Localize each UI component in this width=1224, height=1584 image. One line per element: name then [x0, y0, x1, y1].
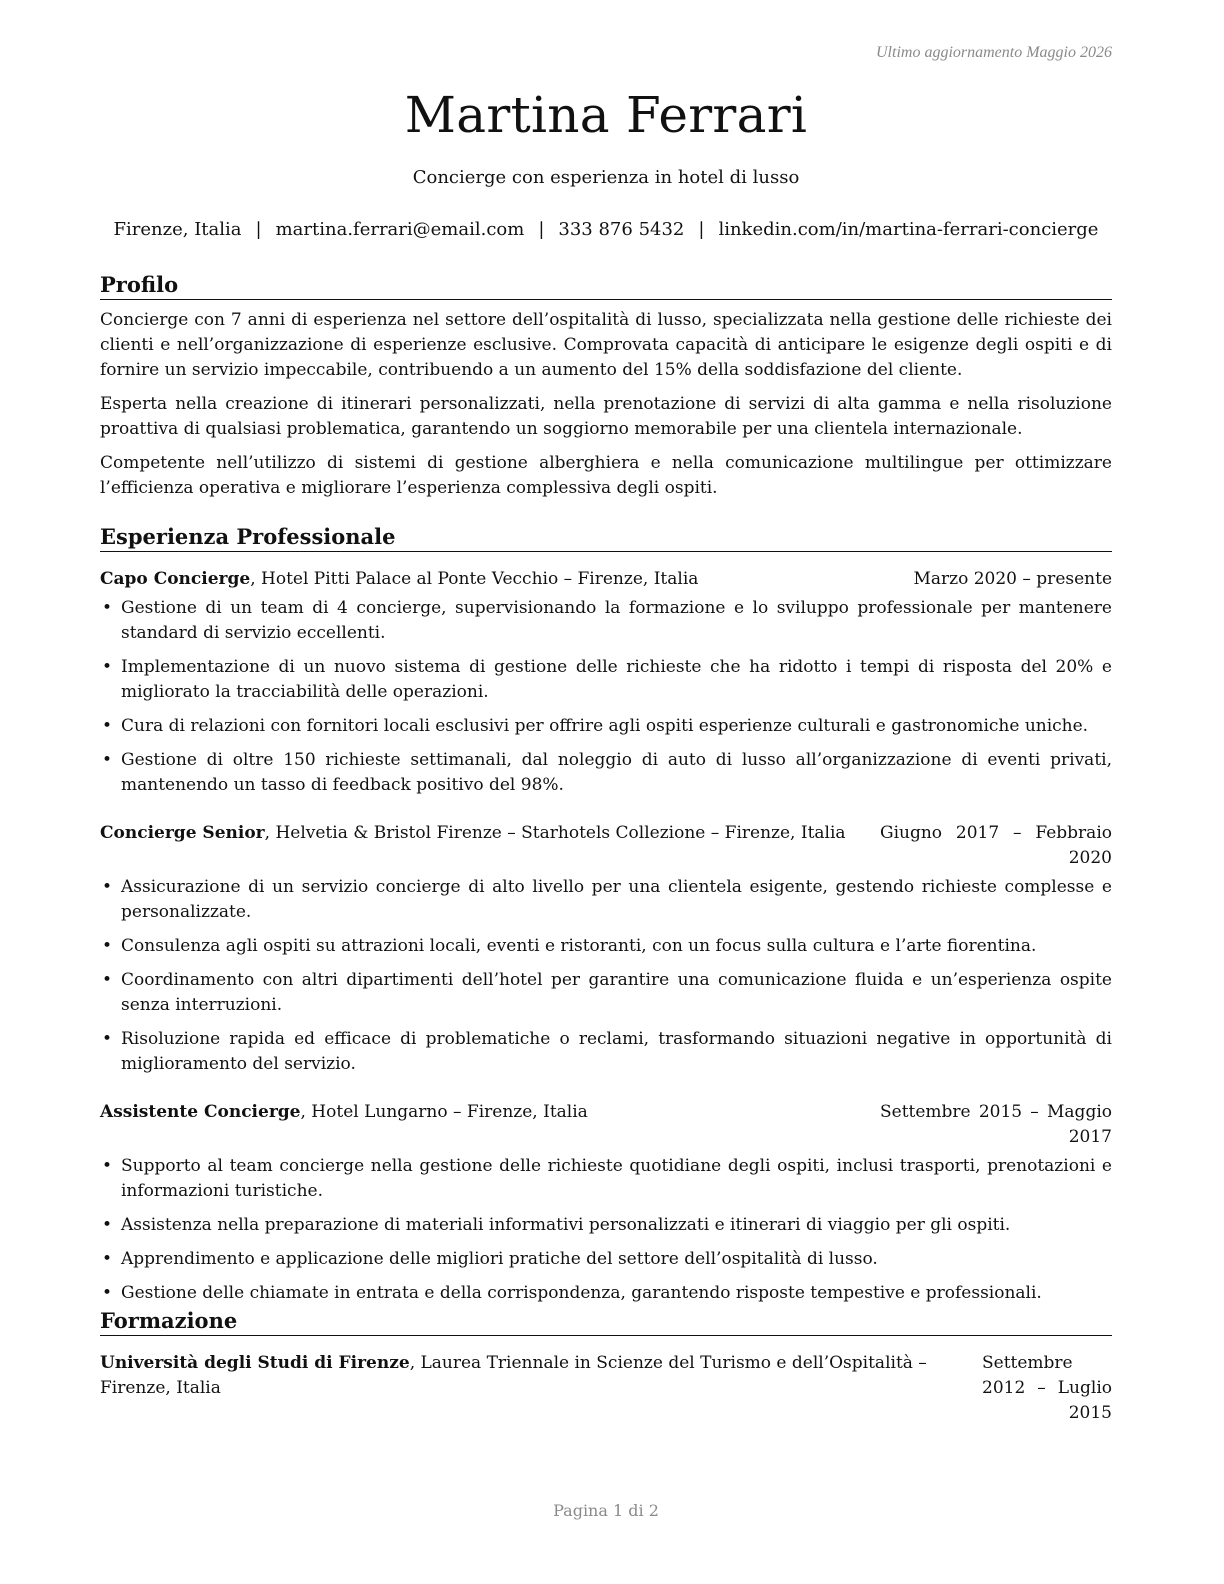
- last-updated-note: Ultimo aggiornamento Maggio 2026: [876, 44, 1112, 61]
- job-place: , Helvetia & Bristol Firenze – Starhotels Collezione – Firenze, Italia: [264, 823, 846, 843]
- job-role: Concierge Senior: [100, 823, 265, 843]
- job-role: Capo Concierge: [100, 569, 251, 589]
- job-bullet: • Apprendimento e applicazione delle migliori pratiche del settore dell’ospitalità di lusso.: [102, 1249, 878, 1269]
- section-title-profile: Profilo: [100, 272, 1112, 300]
- contact-separator: |: [255, 219, 262, 240]
- profile-section: [100, 272, 1112, 501]
- job-bullet: • Risoluzione rapida ed efficace di problematiche o reclami, trasformando situazioni negative in opportunità di miglioramento del servizio.: [102, 1029, 1112, 1074]
- section-title-education: Formazione: [100, 1308, 1112, 1336]
- job-bullet: • Coordinamento con altri dipartimenti dell’hotel per garantire una comunicazione fluida e un’esperienza ospite senza interruzioni.: [102, 970, 1112, 1015]
- profile-paragraph: Competente nell’utilizzo di sistemi di gestione alberghiera e nella comunicazione multilingue per ottimizzare l’efficienza operativa e migliorare l’esperienza complessiva degli ospiti.: [100, 453, 1112, 498]
- profile-paragraph: Concierge con 7 anni di esperienza nel settore dell’ospitalità di lusso, specializzata nella gestione delle richieste dei clienti e nell’organizzazione di esperienze esclusive. Comprovata capacità di anticipare le esigenze degli ospiti e di fornire un servizio impeccabile, contribuendo a un aumento del 15% della soddisfazione del cliente.: [100, 310, 1112, 380]
- job-dates: Marzo 2020 – presente: [913, 569, 1112, 589]
- contact-location: Firenze, Italia: [113, 219, 242, 240]
- job-place: , Hotel Lungarno – Firenze, Italia: [300, 1102, 588, 1122]
- job-bullet: • Supporto al team concierge nella gestione delle richieste quotidiane degli ospiti, inclusi trasporti, prenotazioni e informazioni turistiche.: [102, 1156, 1112, 1201]
- job-role: Assistente Concierge: [100, 1102, 301, 1122]
- contact-linkedin[interactable]: linkedin.com/in/martina-ferrari-concierge: [718, 219, 1099, 240]
- job-bullet: • Implementazione di un nuovo sistema di gestione delle richieste che ha ridotto i tempi di risposta del 20% e migliorato la tracciabilità delle operazioni.: [102, 657, 1112, 702]
- contact-email[interactable]: martina.ferrari@email.com: [275, 219, 525, 240]
- education-dates: Settembre 2012 – Luglio 2015: [982, 1353, 1112, 1423]
- education-institution: Università degli Studi di Firenze: [100, 1353, 410, 1373]
- job-bullet: • Cura di relazioni con fornitori locali esclusivi per offrire agli ospiti esperienze culturali e gastronomiche uniche.: [102, 716, 1089, 736]
- profile-paragraph: Esperta nella creazione di itinerari personalizzati, nella prenotazione di servizi di alta gamma e nella risoluzione proattiva di qualsiasi problematica, garantendo un soggiorno memorabile per una clientela internazionale.: [100, 394, 1112, 439]
- job-place: , Hotel Pitti Palace al Ponte Vecchio – Firenze, Italia: [250, 569, 699, 589]
- education-detail: , Laurea Triennale in Scienze del Turismo e dell’Ospitalità – Firenze, Italia: [100, 1353, 927, 1398]
- job-entry: [100, 821, 1112, 1077]
- job-bullet: • Gestione delle chiamate in entrata e della corrispondenza, garantendo risposte tempestive e professionali.: [102, 1283, 1042, 1303]
- contact-separator: |: [538, 219, 545, 240]
- resume-page: [100, 0, 1112, 1584]
- job-dates: Giugno 2017 – Febbraio 2020: [880, 823, 1112, 868]
- job-header: [100, 1100, 1112, 1147]
- job-header: [100, 821, 1112, 868]
- candidate-name: Martina Ferrari: [404, 86, 808, 144]
- job-bullet: • Gestione di un team di 4 concierge, supervisionando la formazione e lo sviluppo professionale per mantenere standard di servizio eccellenti.: [102, 598, 1112, 643]
- job-header: [100, 567, 1112, 592]
- job-dates: Settembre 2015 – Maggio 2017: [880, 1102, 1112, 1147]
- education-section: [100, 1308, 1112, 1423]
- job-bullets: [100, 1154, 1112, 1306]
- job-bullets: [100, 875, 1112, 1077]
- job-bullets: [100, 596, 1112, 798]
- contact-phone: 333 876 5432: [558, 219, 685, 240]
- contact-line: [80, 219, 1132, 240]
- job-bullet: • Assicurazione di un servizio concierge di alto livello per una clientela esigente, gestendo richieste complesse e personalizzate.: [102, 877, 1112, 922]
- job-entry: [100, 567, 1112, 798]
- job-bullet: • Assistenza nella preparazione di materiali informativi personalizzati e itinerari di viaggio per gli ospiti.: [102, 1215, 1011, 1235]
- experience-section: [100, 524, 1112, 1306]
- job-bullet: • Gestione di oltre 150 richieste settimanali, dal noleggio di auto di lusso all’organizzazione di eventi privati, mantenendo un tasso di feedback positivo del 98%.: [102, 750, 1112, 795]
- job-bullet: • Consulenza agli ospiti su attrazioni locali, eventi e ristoranti, con un focus sulla cultura e l’arte fiorentina.: [102, 936, 1037, 956]
- education-entry: [100, 1351, 1112, 1423]
- page-number: Pagina 1 di 2: [553, 1501, 659, 1520]
- candidate-headline: Concierge con esperienza in hotel di lusso: [412, 167, 800, 188]
- contact-separator: |: [698, 219, 705, 240]
- job-entry: [100, 1100, 1112, 1306]
- section-title-experience: Esperienza Professionale: [100, 524, 1112, 552]
